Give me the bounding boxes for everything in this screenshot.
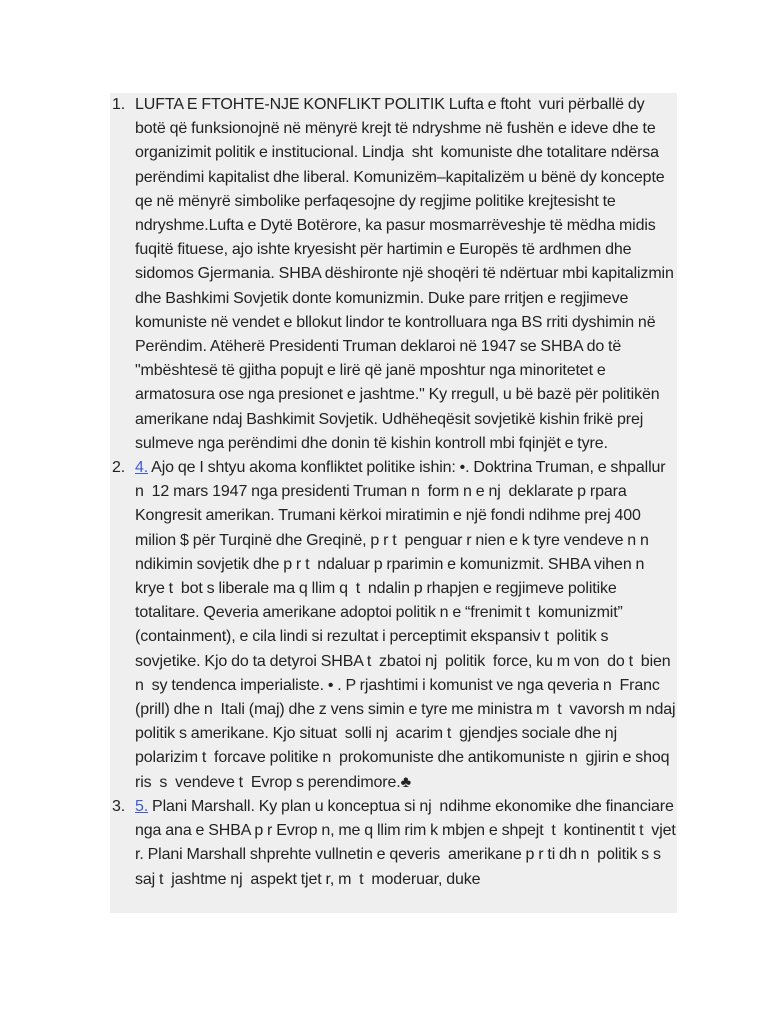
list-number: 3. <box>112 797 126 815</box>
list-item <box>112 456 680 795</box>
footnote-link[interactable]: 4. <box>135 459 149 477</box>
numbered-list <box>110 93 680 892</box>
paragraph-text: Ajo qe I shtyu akoma konfliktet politike ishin: •. Doktrina Truman, e shpallur n 12 mars 1947 nga presidenti Truman n form n e nj deklarate p rpara Kongresit amerikan. Trumani kërkoi miratimin e një fondi ndihme prej 400 milion $ për Turqinë dhe Greqinë, p r t penguar r nien e k tyre vendeve n n ndikimin sovjetik dhe p r t ndaluar p rparimin e komunizmit. SHBA vihen n krye t bot s liberale ma q llim q t ndalin p rhapjen e regjimeve politike totalitare. Qeveria amerikane adoptoi politik n e “frenimit t komunizmit” (containment), e cila lindi si rezultat i perceptimit ekspansiv t politik s sovjetike. Kjo do ta detyroi SHBA t zbatoi nj politik force, ku m von do t bien n sy tendenca imperialiste. • . P rjashtimi i komunist ve nga qeveria n Franc (prill) dhe n Itali (maj) dhe z vens simin e tyre me ministra m t vavorsh m ndaj politik s amerikane. Kjo situat solli nj acarim t gjendjes sociale dhe nj polarizim t forcave politike n prokomuniste dhe antikomuniste n gjirin e shoq ris s vendeve t Evrop s perendimore.♣ <box>135 459 680 791</box>
list-number: 1. <box>112 96 126 113</box>
footnote-link[interactable]: 5. <box>135 797 149 815</box>
list-number: 2. <box>112 459 126 477</box>
document-text-block <box>110 93 680 913</box>
paragraph-text: LUFTA E FTOHTE-NJE KONFLIKT POLITIK Lufta e ftoht vuri përballë dy botë që funksionojnë në mënyrë krejt të ndryshme në fushën e ideve dhe te organizimit politik e institucional. Lindja sht komuniste dhe totalitare ndërsa perëndimi kapitalist dhe liberal. Komunizëm–kapitalizëm u bënë dy koncepte qe në mënyrë simbolike perfaqesojne dy regjime politike krejtesisht te ndryshme.Lufta e Dytë Botërore, ka pasur mosmarrëveshje të mëdha midis fuqitë fituese, ajo ishte kryesisht për hartimin e Europës të ardhmen dhe sidomos Gjermania. SHBA dëshironte një shoqëri të ndërtuar mbi kapitalizmin dhe Bashkimi Sovjetik donte komunizmin. Duke pare rritjen e regjimeve komuniste në vendet e bllokut lindor te kontrolluara nga BS rriti dyshimin në Perëndim. Atëherë Presidenti Truman deklaroi në 1947 se SHBA do të "mbështesë të gjitha popujt e lirë që janë mposhtur nga minoritetet e armatosura ose nga presionet e jashtme." Ky rregull, u bë bazë për politikën amerikane ndaj Bashkimit Sovjetik. Udhëheqësit sovjetikë kishin frikë prej sulmeve nga perëndimi dhe donin të kishin kontroll mbi fqinjët e tyre. <box>135 96 678 452</box>
list-item <box>112 93 678 456</box>
list-item <box>112 795 680 892</box>
paragraph-text: Plani Marshall. Ky plan u konceptua si nj ndihme ekonomike dhe financiare nga ana e SHBA p r Evrop n, me q llim rim k mbjen e shpejt t kontinentit t vjet r. Plani Marshall shprehte vullnetin e qeveris amerikane p r ti dh n politik s s saj t jashtme nj aspekt tjet r, m t moderuar, duke <box>135 797 680 888</box>
